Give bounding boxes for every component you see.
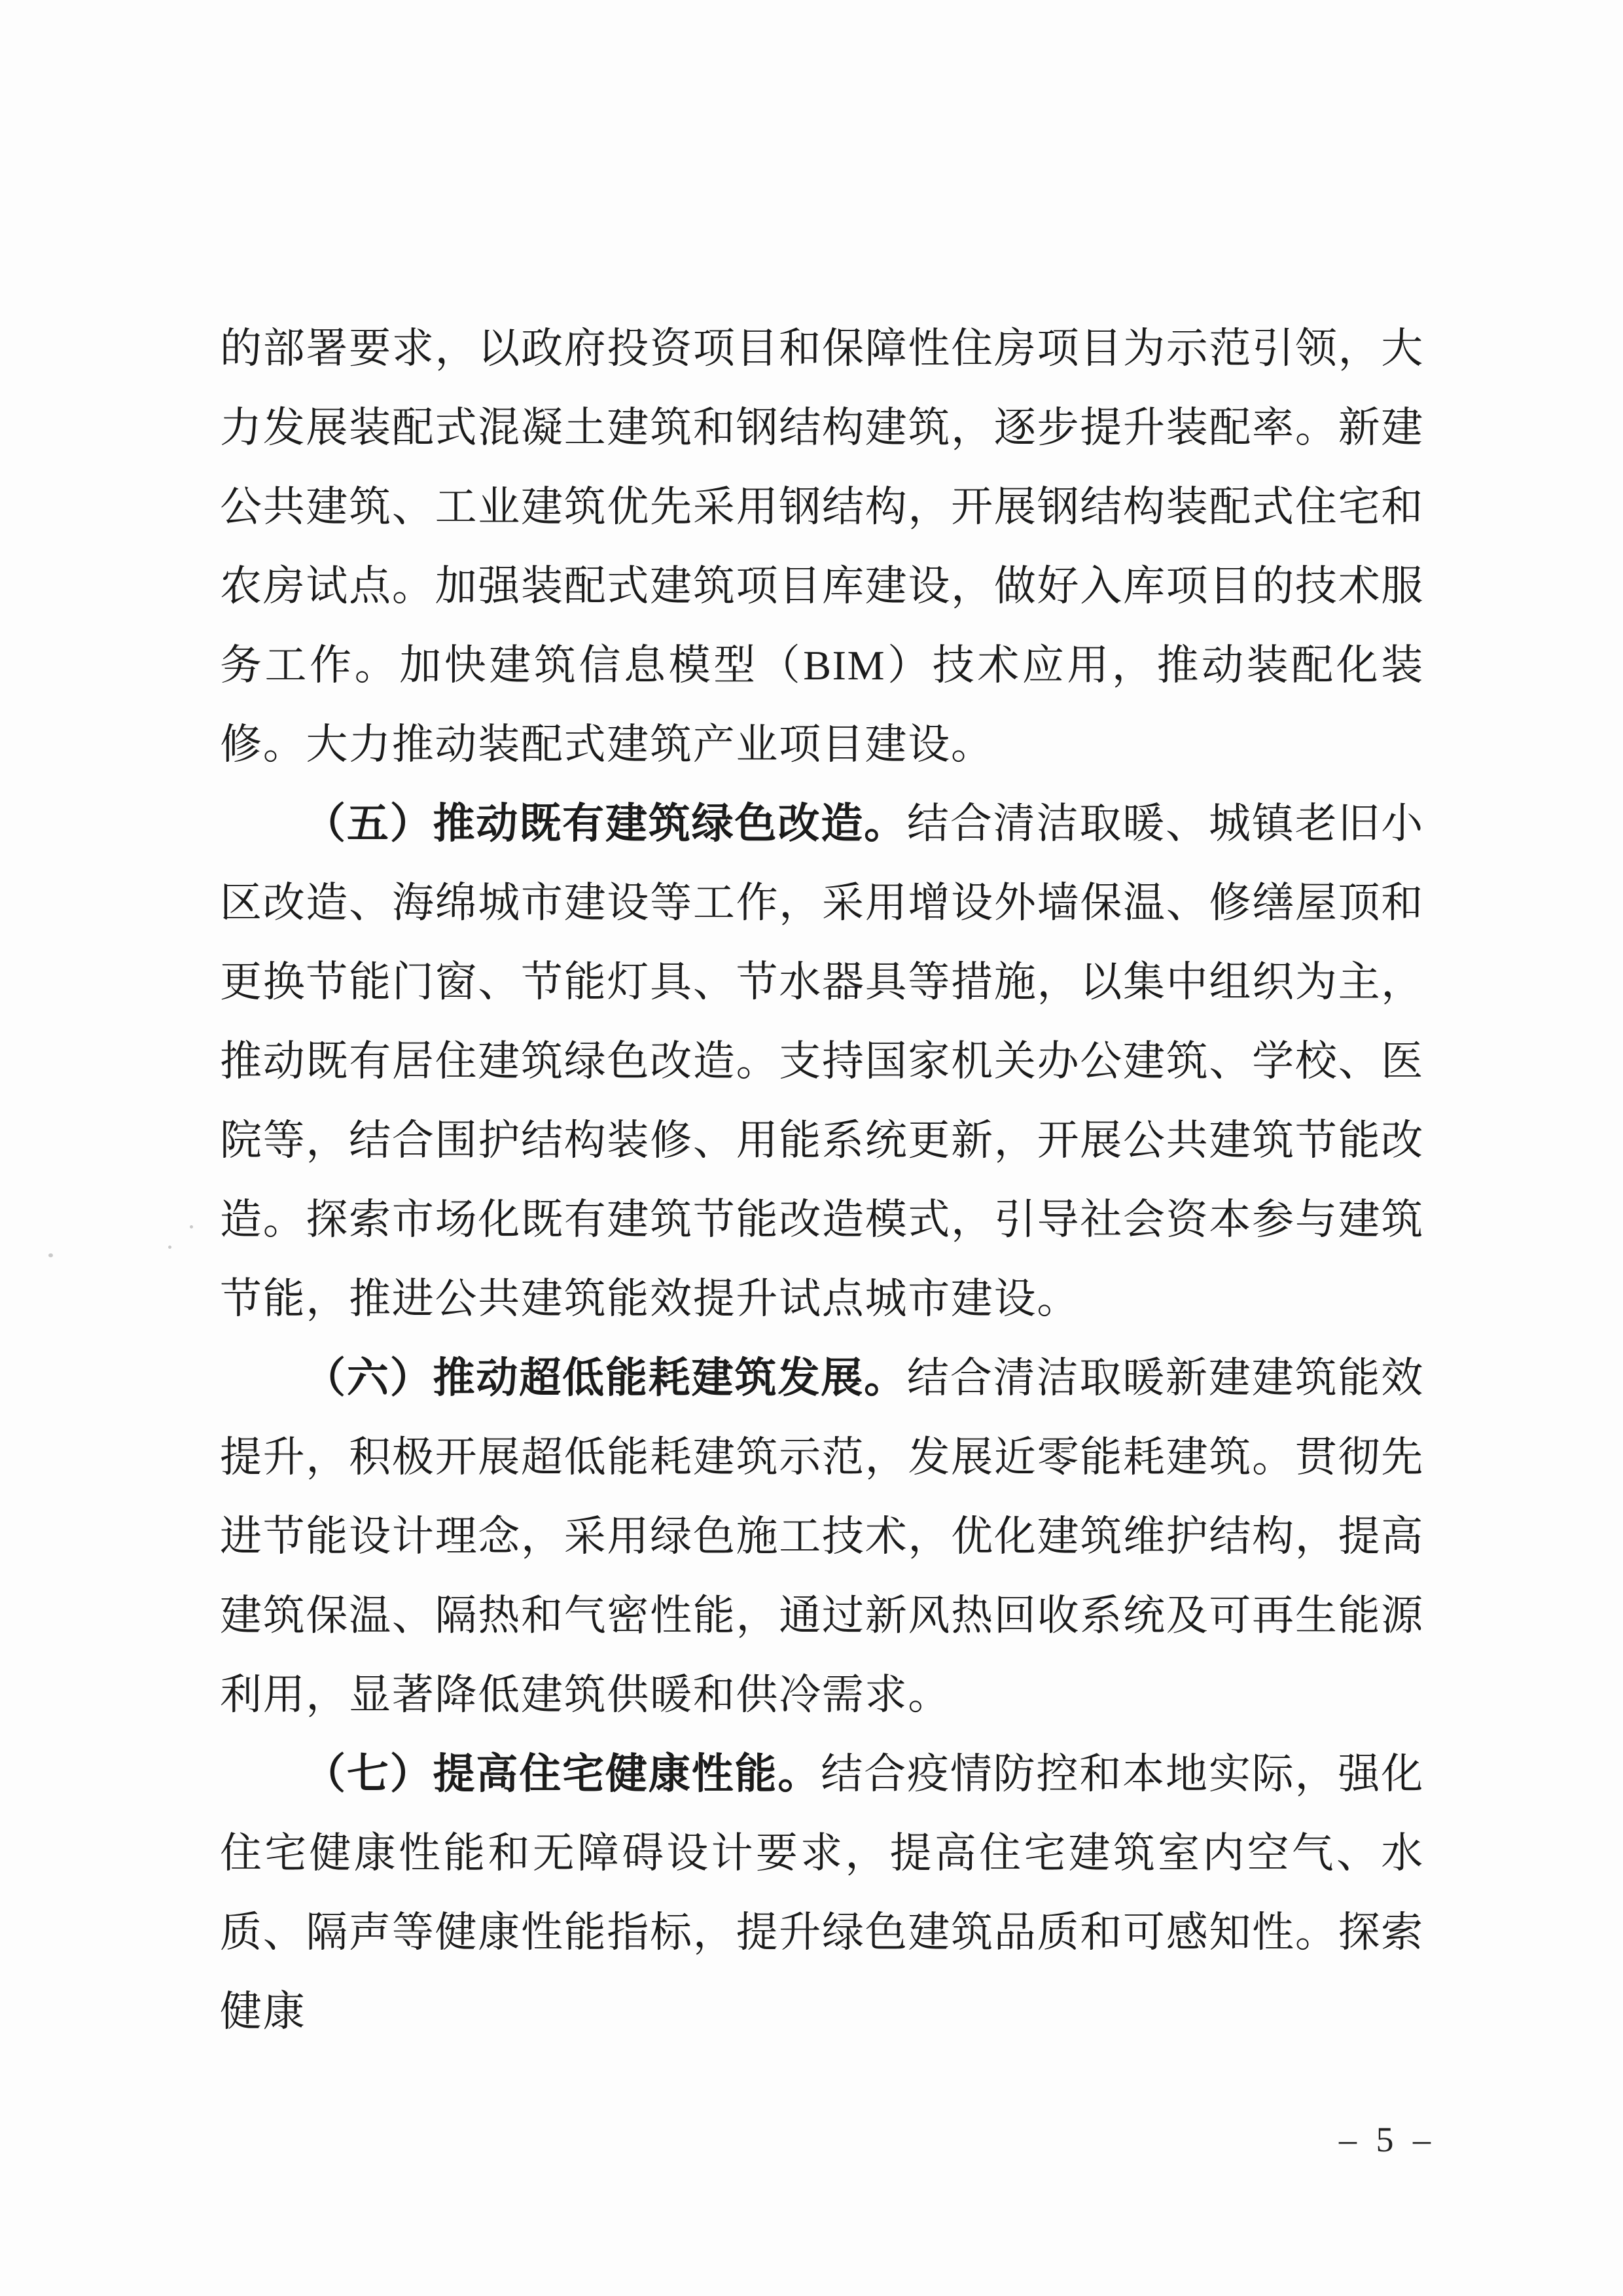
paragraph-text: 的部署要求，以政府投资项目和保障性住房项目为示范引领，大力发展装配式混凝土建筑和钢结构建筑，逐步提升装配率。新建公共建筑、工业建筑优先采用钢结构，开展钢结构装配式住宅和农房试点。加强装配式建筑项目库建设，做好入库项目的技术服务工作。加快建筑信息模型（BIM）技术应用，推动装配化装修。大力推动装配式建筑产业项目建设。 (220, 325, 1424, 768)
scan-speck (48, 1253, 53, 1257)
paragraph (220, 1734, 1424, 2051)
scan-speck (190, 1225, 193, 1229)
paragraph-lead: （七）提高住宅健康性能。 (304, 1751, 821, 1797)
paragraph (220, 784, 1424, 1338)
paragraph (220, 309, 1424, 784)
page-number: – 5 – (1339, 2120, 1436, 2159)
paragraph-text: 结合疫情防控和本地实际，强化住宅健康性能和无障碍设计要求，提高住宅建筑室内空气、水质、隔声等健康性能指标，提升绿色建筑品质和可感知性。探索健康 (220, 1751, 1424, 2035)
paragraph (220, 1338, 1424, 1734)
paragraph-lead: （五）推动既有建筑绿色改造。 (304, 800, 907, 847)
paragraph-text: 结合清洁取暖、城镇老旧小区改造、海绵城市建设等工作，采用增设外墙保温、修缮屋顶和更换节能门窗、节能灯具、节水器具等措施，以集中组织为主，推动既有居住建筑绿色改造。支持国家机关办公建筑、学校、医院等，结合围护结构装修、用能系统更新，开展公共建筑节能改造。探索市场化既有建筑节能改造模式，引导社会资本参与建筑节能，推进公共建筑能效提升试点城市建设。 (220, 800, 1424, 1322)
document-body (220, 309, 1424, 2051)
paragraph-lead: （六）推动超低能耗建筑发展。 (304, 1355, 907, 1401)
paragraph-text: 结合清洁取暖新建建筑能效提升，积极开展超低能耗建筑示范，发展近零能耗建筑。贯彻先进节能设计理念，采用绿色施工技术，优化建筑维护结构，提高建筑保温、隔热和气密性能，通过新风热回收系统及可再生能源利用，显著降低建筑供暖和供冷需求。 (220, 1355, 1424, 1718)
scan-speck (168, 1246, 171, 1249)
